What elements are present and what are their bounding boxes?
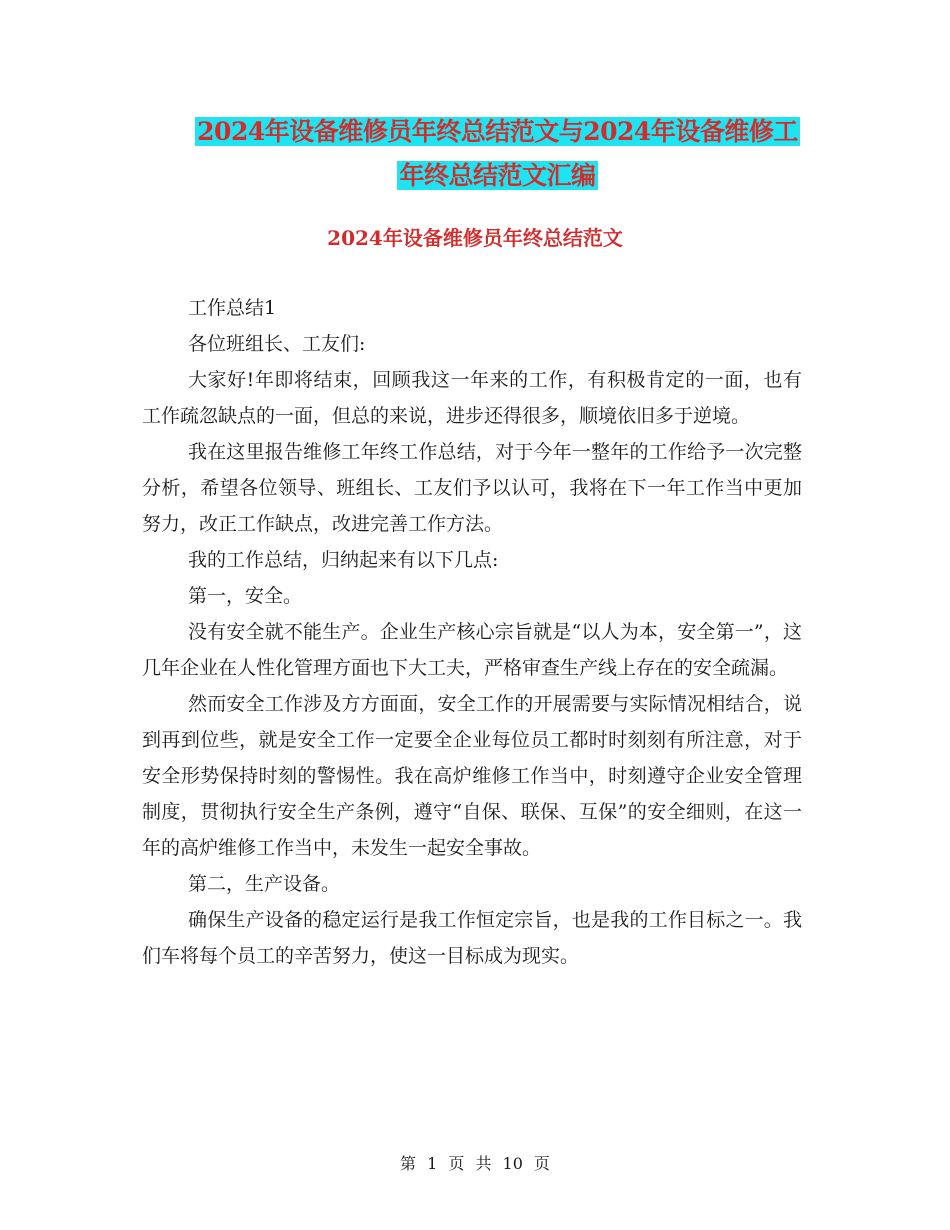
paragraph: 然而安全工作涉及方方面面，安全工作的开展需要与实际情况相结合，说到再到位些，就是安全工作一定要全企业每位员工都时时刻刻有所注意，对于安全形势保持时刻的警惕性。我在高炉维修工作当中，时刻遵守企业安全管理制度，贯彻执行安全生产条例，遵守“自保、联保、互保”的安全细则，在这一年的高炉维修工作当中，未发生一起安全事故。: [142, 693, 802, 859]
title-line-1: 2024年设备维修员年终总结范文与2024年设备维修工: [197, 117, 798, 146]
section-title: 2024年设备维修员年终总结范文: [327, 226, 623, 250]
document-title: [120, 110, 875, 198]
paragraph: 第二，生产设备。: [188, 873, 341, 895]
paragraph: 我的工作总结，归纳起来有以下几点:: [188, 549, 499, 571]
page-number: 第 1 页 共 10 页: [400, 1154, 550, 1173]
paragraph: 没有安全就不能生产。企业生产核心宗旨就是“以人为本，安全第一”，这几年企业在人性化管理方面也下大工夫，严格审查生产线上存在的安全疏漏。: [142, 621, 802, 679]
paragraph: 确保生产设备的稳定运行是我工作恒定宗旨，也是我的工作目标之一。我们车将每个员工的辛苦努力，使这一目标成为现实。: [142, 909, 802, 967]
paragraph: 第一，安全。: [188, 585, 303, 607]
paragraph: 工作总结1: [188, 297, 277, 319]
document-body: [142, 290, 802, 974]
paragraph: 大家好!年即将结束，回顾我这一年来的工作，有积极肯定的一面，也有工作疏忽缺点的一面，但总的来说，进步还得很多，顺境依旧多于逆境。: [142, 369, 802, 427]
paragraph: 各位班组长、工友们:: [188, 333, 366, 355]
title-line-2: 年终总结范文汇编: [399, 161, 596, 190]
paragraph: 我在这里报告维修工年终工作总结，对于今年一整年的工作给予一次完整分析，希望各位领导、班组长、工友们予以认可，我将在下一年工作当中更加努力，改正工作缺点，改进完善工作方法。: [142, 441, 802, 535]
